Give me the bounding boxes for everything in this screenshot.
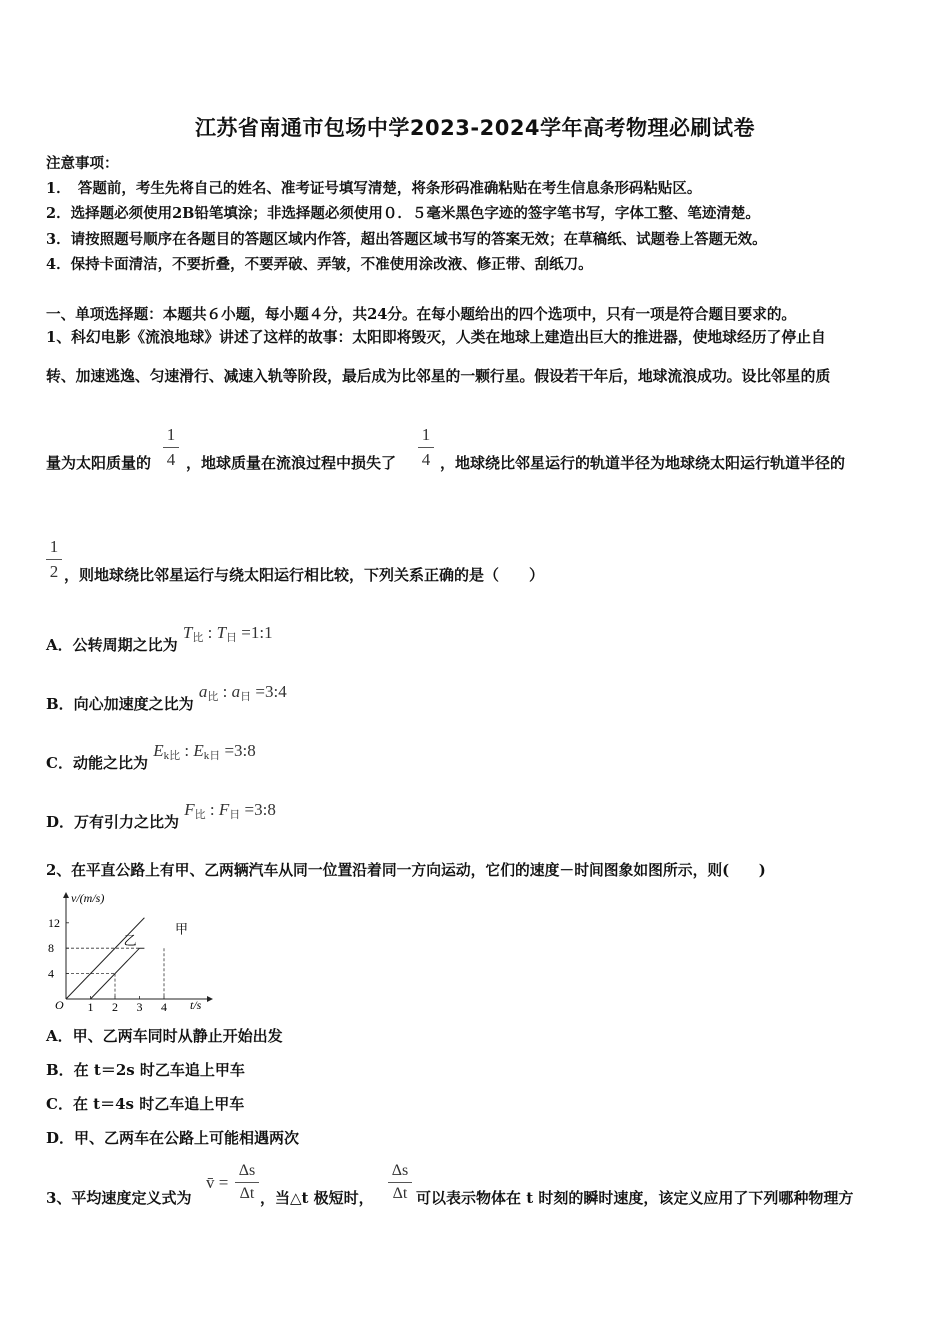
y-tick-label: 4 [48, 966, 54, 981]
q1-stem-line: 1、科幻电影《流浪地球》讲述了这样的故事：太阳即将毁灭，人类在地球上建造出巨大的推进器，使地球经历了停止自 [46, 329, 826, 346]
q3-stem-b: ，当△t 极短时， [260, 1189, 374, 1207]
q1-stem-line: 转、加速逃逸、匀速滑行、减速入轨等阶段，最后成为比邻星的一颗行星。假设若干年后，地球流浪成功。设比邻星的质 [46, 368, 831, 385]
q3-eq-lhs: v̄ = [206, 1173, 229, 1192]
page-title: 江苏省南通市包场中学2023-2024学年高考物理必刷试卷 [194, 116, 756, 140]
q1-option-d: D．万有引力之比为 $F_比$ : $F_日$ =3:8 [46, 800, 276, 831]
fraction: Δs Δt [388, 1162, 412, 1203]
q1-option-a: A．公转周期之比为 $T_比$ : $T_日$ =1:1 [46, 623, 273, 654]
series-line-0 [66, 918, 144, 999]
x-tick-label: 3 [136, 1000, 143, 1013]
x-tick-label: 2 [112, 1000, 118, 1013]
x-tick-label: 4 [161, 1000, 167, 1013]
notice-item: 2．选择题必须使用2B铅笔填涂；非选择题必须使用０．５毫米黑色字迹的签字笔书写，字体工整、笔迹清楚。 [46, 205, 760, 222]
velocity-time-chart [40, 885, 220, 1013]
q1-stem-line: 量为太阳质量的 [46, 454, 152, 472]
fraction: Δs Δt [235, 1162, 259, 1203]
q2-stem: 2、在平直公路上有甲、乙两辆汽车从同一位置沿着同一方向运动，它们的速度－时间图象如图所示，则( ) [46, 862, 766, 879]
section-heading: 一、单项选择题：本题共６小题，每小题４分，共24分。在每小题给出的四个选项中，只有一项是符合题目要求的。 [46, 306, 797, 323]
fraction: 1 4 [418, 425, 434, 470]
q3-stem-a: 3、平均速度定义式为 [46, 1189, 192, 1207]
fraction: 1 2 [46, 537, 62, 582]
notice-item: 4．保持卡面清洁，不要折叠，不要弄破、弄皱，不准使用涂改液、修正带、刮纸刀。 [46, 256, 593, 273]
series-label: 乙 [123, 933, 137, 949]
x-axis-label: t/s [190, 998, 202, 1012]
q3-stem-c: 可以表示物体在 t 时刻的瞬时速度，该定义应用了下列哪种物理方 [416, 1189, 854, 1207]
y-axis-label: v/(m/s) [71, 891, 105, 905]
q2-option-a: A．甲、乙两车同时从静止开始出发 [46, 1027, 283, 1045]
q1-option-b: B．向心加速度之比为 $a_比$ : $a_日$ =3:4 [46, 682, 287, 713]
notice-item: 3．请按照题号顺序在各题目的答题区域内作答，超出答题区域书写的答案无效；在草稿纸、试题卷上答题无效。 [46, 231, 767, 248]
y-tick-label: 8 [48, 941, 54, 956]
notice-item: 1． 答题前，考生先将自己的姓名、准考证号填写清楚，将条形码准确粘贴在考生信息条形码粘贴区。 [46, 180, 702, 197]
origin-label: O [55, 998, 64, 1012]
q2-option-d: D．甲、乙两车在公路上可能相遇两次 [46, 1129, 300, 1147]
fraction: 1 4 [163, 425, 179, 470]
q2-option-b: B．在 t＝2s 时乙车追上甲车 [46, 1061, 245, 1079]
x-tick-label: 1 [87, 1000, 94, 1013]
q1-stem-line: ，则地球绕比邻星运行与绕太阳运行相比较，下列关系正确的是（ ） [64, 566, 545, 584]
notice-heading: 注意事项： [46, 155, 119, 172]
q1-stem-line: ，地球质量在流浪过程中损失了 [186, 454, 397, 472]
series-label: 甲 [175, 921, 189, 937]
y-tick-label: 12 [48, 915, 60, 930]
q2-option-c: C．在 t＝4s 时乙车追上甲车 [46, 1095, 245, 1113]
q1-stem-line: ，地球绕比邻星运行的轨道半径为地球绕太阳运行轨道半径的 [440, 454, 846, 472]
q1-option-c: C．动能之比为 $E_{k比}$ : $E_{k日}$ =3:8 [46, 741, 256, 772]
